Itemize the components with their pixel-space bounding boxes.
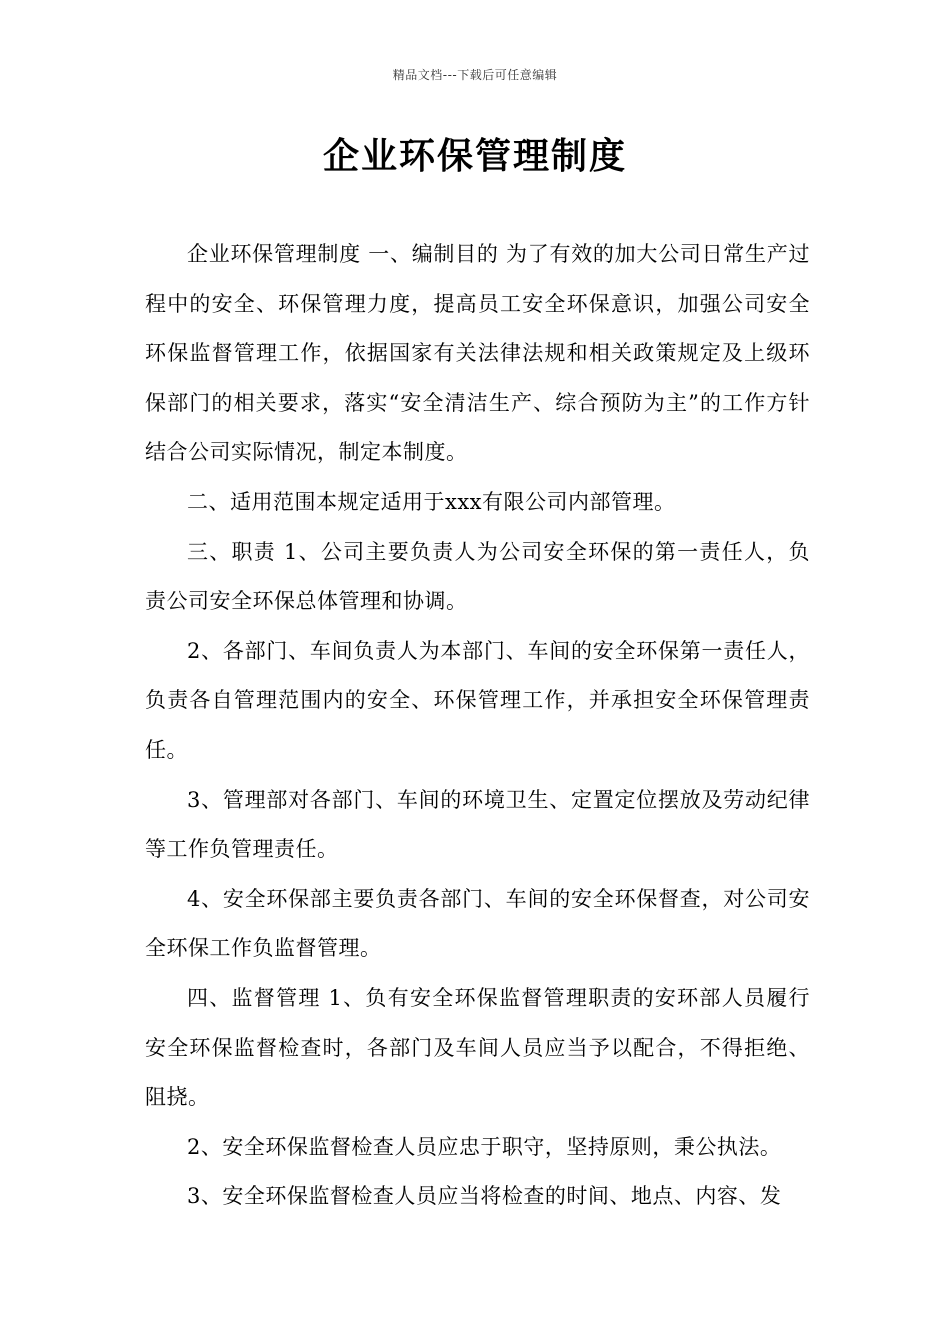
paragraph-duty-1: 三、职责 1、公司主要负责人为公司安全环保的第一责任人，负责公司安全环保总体管理和协调。: [145, 539, 810, 614]
paragraph-duty-2: 2、各部门、车间负责人为本部门、车间的安全环保第一责任人，负责各自管理范围内的安全、环保管理工作，并承担安全环保管理责任。: [145, 638, 810, 762]
paragraph-duty-4: 4、安全环保部主要负责各部门、车间的安全环保督查，对公司安全环保工作负监督管理。: [145, 886, 810, 961]
header-note: 精品文档---下载后可任意编辑: [392, 68, 558, 82]
paragraph-supervision-2: 2、安全环保监督检查人员应忠于职守，坚持原则，秉公执法。: [187, 1134, 782, 1159]
paragraph-scope: 二、适用范围本规定适用于xxx有限公司内部管理。: [187, 489, 676, 514]
paragraph-duty-3: 3、管理部对各部门、车间的环境卫生、定置定位摆放及劳动纪律等工作负管理责任。: [145, 787, 810, 862]
document-title: 企业环保管理制度: [322, 135, 627, 177]
paragraph-purpose: 企业环保管理制度 一、编制目的 为了有效的加大公司日常生产过程中的安全、环保管理力度，提高员工安全环保意识，加强公司安全环保监督管理工作，依据国家有关法律法规和相关政策规定及上级环保部门的相关要求，落实“安全清洁生产、综合预防为主”的工作方针结合公司实际情况，制定本制度。: [145, 242, 810, 465]
paragraph-supervision-1: 四、监督管理 1、负有安全环保监督管理职责的安环部人员履行安全环保监督检查时，各部门及车间人员应当予以配合，不得拒绝、阻挠。: [145, 985, 810, 1110]
paragraph-supervision-3: 3、安全环保监督检查人员应当将检查的时间、地点、内容、发: [187, 1184, 782, 1209]
document-body: [145, 230, 810, 1222]
